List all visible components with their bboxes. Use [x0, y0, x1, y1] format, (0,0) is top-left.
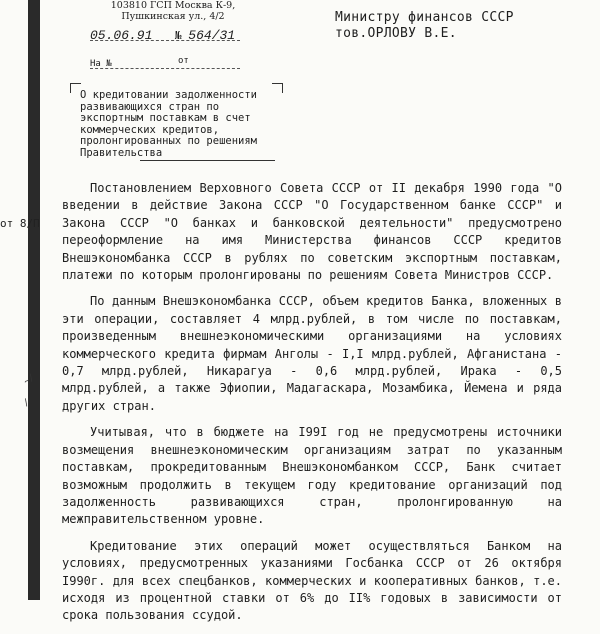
sender-address-line: 103810 ГСП Москва К-9,	[110, 0, 236, 11]
subject: О кредитовании задолженности развивающихся стран по экспортным поставкам в счет коммерческих кредитов, пролонгированных по решениям Правительства	[80, 89, 258, 159]
incoming-number-label: На №	[90, 59, 112, 69]
incoming-date-label: от	[178, 56, 189, 66]
binding-edge	[28, 0, 40, 600]
recipient-title: Министру финансов СССР	[335, 10, 514, 25]
body-paragraph: Учитывая, что в бюджете на I99I год не предусмотрены источники возмещения внешнеэкономическим организациям затрат по указанным поставкам, прокредитованным Внешэкономбанком СССР, Банк считает возможным продолжить в текущем году кредитование организаций под задолженность развивающихся стран, пролонгированную на межправительственном уровне.	[62, 425, 562, 527]
letter-body	[62, 180, 562, 634]
recipient	[335, 10, 514, 42]
incoming-reference	[90, 56, 240, 69]
margin-scribble: /	[21, 397, 32, 409]
outgoing-reference	[90, 28, 240, 41]
body-paragraph: По данным Внешэкономбанка СССР, объем кредитов Банка, вложенных в эти операции, составляет 4 млрд.рублей, в том числе по поставкам, произведенным внешнеэкономическими организациями на условиях коммерческого кредита фирмам Анголы - I,I млрд.рублей, Афганистана - 0,7 млрд.рублей, Никарагуа - 0,6 млрд.рублей, Ирака - 0,5 млрд.рублей, а также Эфиопии, Мадагаскара, Мозамбика, Йемена и ряда других стран.	[62, 294, 562, 413]
outgoing-number: 564/31	[188, 28, 236, 43]
number-sign: №	[175, 29, 182, 42]
sender-address-line: Пушкинская ул., 4/2	[121, 11, 225, 22]
subject-underline	[140, 160, 275, 161]
body-paragraph: Постановлением Верховного Совета СССР от II декабря 1990 года "О введении в действие Закона СССР "О Государственном банке СССР" и Закона СССР "О банках и банковской деятельности" предусмотрено переоформление на имя Министерства финансов СССР кредитов Внешэкономбанка СССР в рублях по советским экспортным поставкам, платежи по которым пролонгированы по решениям Совета Министров СССР.	[62, 181, 563, 283]
margin-note: от 8/П	[0, 217, 40, 230]
outgoing-date: 05.06.91	[90, 28, 153, 43]
sender-address	[103, 0, 243, 22]
body-paragraph: Кредитование этих операций может осуществляться Банком на условиях, предусмотренных указаниями Госбанка СССР от 26 октября I990г. для всех спецбанков, коммерческих и кооперативных банков, т.е. исходя из процентной ставки от 6% до II% годовых в зависимости от срока пользования ссудой.	[62, 538, 562, 623]
margin-scribble: ~/	[22, 372, 37, 388]
recipient-name: тов.ОРЛОВУ В.Е.	[335, 26, 457, 41]
